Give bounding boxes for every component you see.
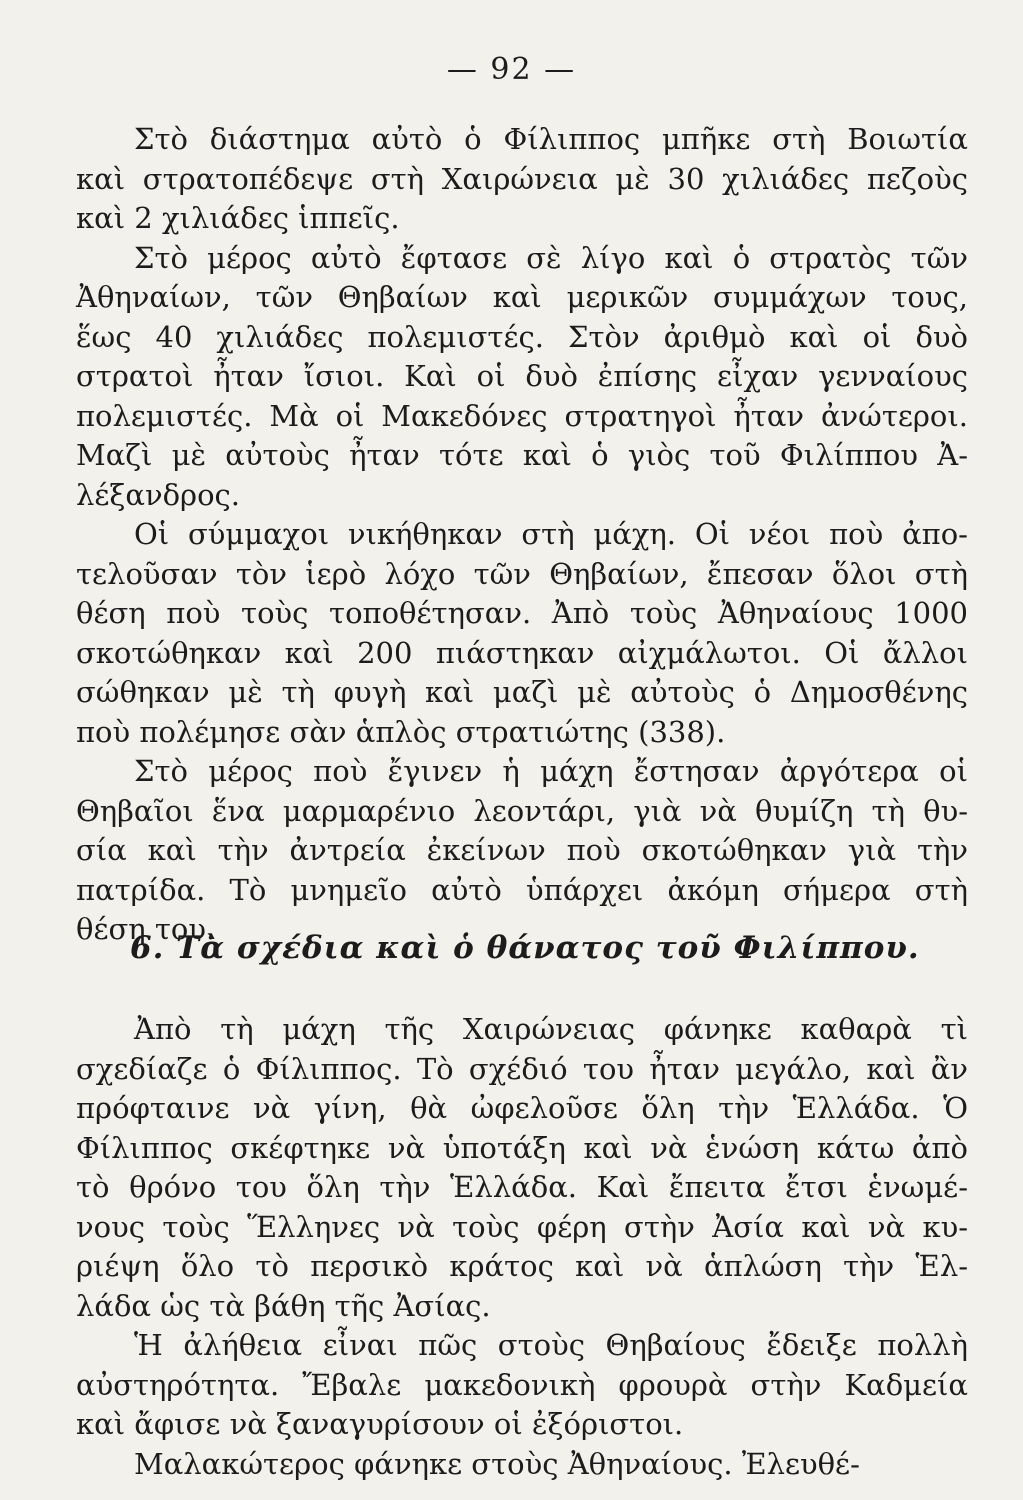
text-line: Ἡ ἀλήθεια εἶναι πῶς στοὺς Θηβαίους ἔδειξε πολλὴ bbox=[134, 1328, 968, 1362]
text-block-before-heading bbox=[76, 120, 968, 950]
paragraph bbox=[76, 239, 968, 516]
paragraph bbox=[76, 1326, 968, 1445]
text-line: Οἱ σύμμαχοι νικήθηκαν στὴ μάχη. Οἱ νέοι ποὺ ἀπο- bbox=[134, 517, 968, 551]
text-line: Θηβαῖοι ἕνα μαρμαρένιο λεοντάρι, γιὰ νὰ θυμίζη τὴ θυ- bbox=[76, 793, 968, 828]
text-block-after-heading bbox=[76, 1010, 968, 1484]
text-line: πολεμιστές. Μὰ οἱ Μακεδόνες στρατηγοὶ ἦταν ἀνώτεροι. bbox=[76, 398, 968, 433]
text-line: Ἀπὸ τὴ μάχη τῆς Χαιρώνειας φάνηκε καθαρὰ τὶ bbox=[134, 1012, 968, 1046]
text-line: σκοτώθηκαν καὶ 200 πιάστηκαν αἰχμάλωτοι. Οἱ ἄλλοι bbox=[76, 635, 968, 670]
text-line: τελοῦσαν τὸν ἱερὸ λόχο τῶν Θηβαίων, ἔπεσαν ὅλοι στὴ bbox=[76, 556, 968, 591]
text-line: λάδα ὡς τὰ βάθη τῆς Ἀσίας. bbox=[76, 1288, 491, 1323]
paragraph bbox=[76, 1010, 968, 1326]
text-line: καὶ στρατοπέδεψε στὴ Χαιρώνεια μὲ 30 χιλιάδες πεζοὺς bbox=[76, 161, 968, 196]
text-line: ποὺ πολέμησε σὰν ἁπλὸς στρατιώτης (338). bbox=[76, 714, 726, 749]
text-line: νους τοὺς Ἕλληνες νὰ τοὺς φέρη στὴν Ἀσία καὶ νὰ κυ- bbox=[76, 1209, 968, 1244]
text-line: λέξανδρος. bbox=[76, 477, 241, 512]
text-line: τὸ θρόνο του ὅλη τὴν Ἑλλάδα. Καὶ ἔπειτα ἔτσι ἑνωμέ- bbox=[76, 1170, 968, 1204]
text-line: καὶ ἄφισε νὰ ξαναγυρίσουν οἱ ἐξόριστοι. bbox=[76, 1407, 684, 1441]
text-line: σχεδίαζε ὁ Φίλιππος. Τὸ σχέδιό του ἦταν μεγάλο, καὶ ἂν bbox=[76, 1051, 968, 1086]
text-line: Φίλιππος σκέφτηκε νὰ ὑποτάξη καὶ νὰ ἑνώση κάτω ἀπὸ bbox=[76, 1130, 968, 1165]
text-line: ριέψη ὅλο τὸ περσικὸ κράτος καὶ νὰ ἁπλώση τὴν Ἑλ- bbox=[76, 1249, 968, 1283]
text-line: θέση του. bbox=[76, 912, 216, 946]
text-line: Μαλακώτερος φάνηκε στοὺς Ἀθηναίους. Ἐλευθέ- bbox=[134, 1446, 860, 1481]
paragraph bbox=[76, 1445, 968, 1485]
text-line: Στὸ διάστημα αὐτὸ ὁ Φίλιππος μπῆκε στὴ Βοιωτία bbox=[134, 122, 968, 156]
text-line: πρόφταινε νὰ γίνη, θὰ ὠφελοῦσε ὅλη τὴν Ἑλλάδα. Ὁ bbox=[76, 1091, 968, 1125]
section-heading: 6. Τὰ σχέδια καὶ ὁ θάνατος τοῦ Φιλίππου. bbox=[130, 930, 920, 966]
paragraph bbox=[76, 120, 968, 239]
text-line: Στὸ μέρος ποὺ ἔγινεν ἡ μάχη ἔστησαν ἀργότερα οἱ bbox=[134, 754, 968, 788]
text-line: καὶ 2 χιλιάδες ἱππεῖς. bbox=[76, 201, 400, 235]
text-line: πατρίδα. Τὸ μνημεῖο αὐτὸ ὑπάρχει ἀκόμη σήμερα στὴ bbox=[76, 872, 968, 907]
text-line: Μαζὶ μὲ αὐτοὺς ἦταν τότε καὶ ὁ γιὸς τοῦ Φιλίππου Ἀ- bbox=[76, 438, 968, 472]
paragraph bbox=[76, 515, 968, 752]
text-line: θέση ποὺ τοὺς τοποθέτησαν. Ἀπὸ τοὺς Ἀθηναίους 1000 bbox=[76, 596, 968, 630]
text-line: Ἀθηναίων, τῶν Θηβαίων καὶ μερικῶν συμμάχων τους, bbox=[76, 280, 968, 314]
text-line: στρατοὶ ἦταν ἴσιοι. Καὶ οἱ δυὸ ἐπίσης εἶχαν γενναίους bbox=[76, 359, 968, 393]
page-number: — 92 — bbox=[446, 52, 577, 87]
text-line: Στὸ μέρος αὐτὸ ἔφτασε σὲ λίγο καὶ ὁ στρατὸς τῶν bbox=[134, 240, 968, 275]
text-line: σώθηκαν μὲ τὴ φυγὴ καὶ μαζὶ μὲ αὐτοὺς ὁ Δημοσθένης bbox=[76, 675, 968, 709]
text-line: αὐστηρότητα. Ἔβαλε μακεδονικὴ φρουρὰ στὴν Καδμεία bbox=[76, 1367, 968, 1402]
text-line: ἕως 40 χιλιάδες πολεμιστές. Στὸν ἀριθμὸ καὶ οἱ δυὸ bbox=[76, 319, 968, 354]
text-line: σία καὶ τὴν ἀντρεία ἐκείνων ποὺ σκοτώθηκαν γιὰ τὴν bbox=[76, 833, 968, 867]
paragraph bbox=[76, 752, 968, 950]
